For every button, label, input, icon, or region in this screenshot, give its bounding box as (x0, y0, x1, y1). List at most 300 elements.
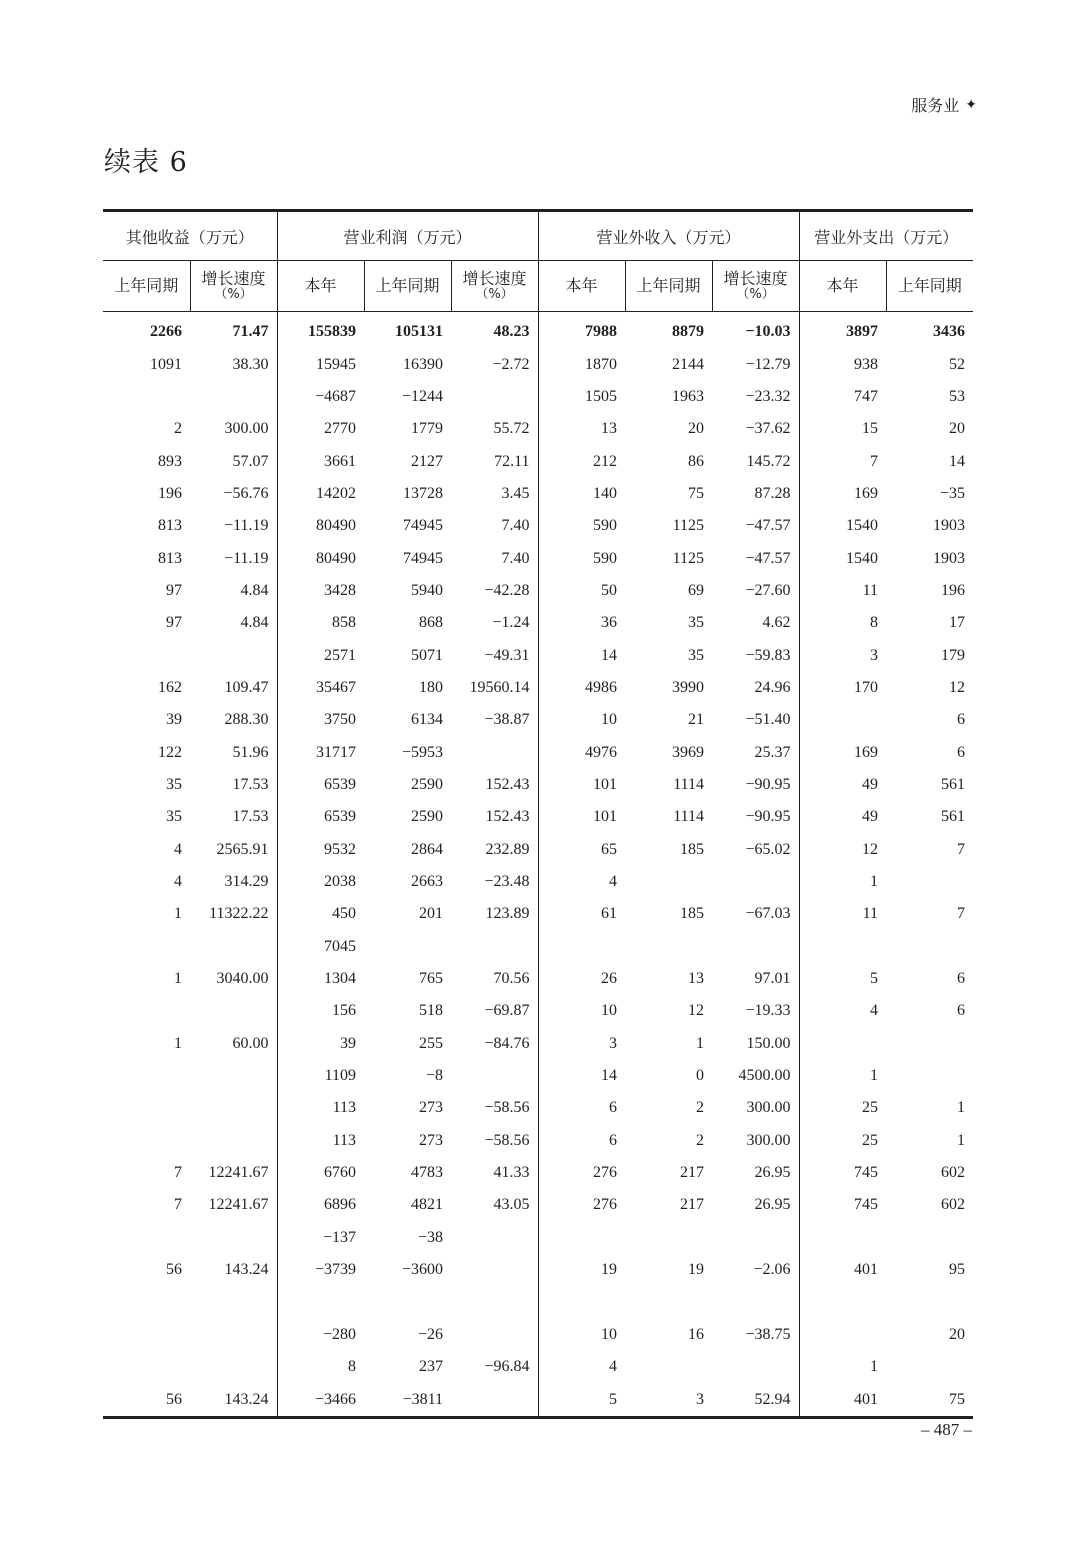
table-cell (625, 1222, 712, 1254)
table-row (103, 1125, 973, 1157)
table-cell: 868 (419, 614, 444, 632)
table-cell: 7.40 (451, 542, 538, 574)
table-cell (451, 1286, 538, 1318)
table-cell: 1 (957, 1099, 966, 1117)
table-cell: 15 (862, 420, 879, 438)
table-cell (103, 1125, 190, 1157)
table-cell: 518 (419, 1002, 444, 1020)
table-cell: 97 (166, 614, 182, 632)
table-cell: −3466 (277, 1383, 364, 1417)
table-cell: 169 (854, 484, 879, 502)
table-cell: 20 (688, 420, 705, 438)
table-row (103, 1383, 973, 1417)
table-cell (103, 1060, 190, 1092)
table-cell: 50 (601, 581, 618, 599)
group-header-other-income: 其他收益（万元） (103, 211, 277, 261)
table-cell: 1091 (150, 355, 182, 373)
table-cell: 113 (332, 1131, 357, 1149)
table-row (103, 736, 973, 768)
table-cell: 0 (696, 1067, 705, 1085)
table-cell: 143.24 (190, 1254, 277, 1286)
group-header-non-operating-income: 营业外收入（万元） (538, 211, 799, 261)
table-cell: −12.79 (712, 348, 799, 380)
table-cell (190, 1060, 277, 1092)
table-cell: 11322.22 (190, 898, 277, 930)
table-cell: 2144 (672, 355, 705, 373)
table-cell: 52.94 (712, 1383, 799, 1417)
table-cell: 12 (688, 1002, 705, 1020)
table-cell: 5071 (411, 646, 444, 664)
table-cell: 7 (870, 452, 879, 470)
table-cell: 179 (941, 646, 966, 664)
table-cell: 19560.14 (451, 672, 538, 704)
table-cell: −47.57 (712, 542, 799, 574)
col-header-growth: 增长速度 （%） (190, 261, 277, 312)
table-cell: 7 (957, 905, 966, 923)
table-cell: 2864 (411, 840, 444, 858)
table-cell: 2127 (411, 452, 444, 470)
table-cell: 237 (419, 1358, 444, 1376)
table-cell: 2 (696, 1131, 705, 1149)
table-cell (451, 931, 538, 963)
table-cell: −65.02 (712, 834, 799, 866)
table-cell: 1114 (673, 808, 705, 826)
table-cell (799, 1286, 886, 1318)
table-row (103, 801, 973, 833)
table-cell (886, 1286, 973, 1318)
table-cell: 813 (158, 549, 182, 567)
table-cell (538, 931, 625, 963)
table-cell (799, 704, 886, 736)
table-cell (886, 1222, 973, 1254)
table-cell: 7 (957, 840, 966, 858)
table-cell (625, 866, 712, 898)
table-cell (190, 1222, 277, 1254)
col-header-growth: 增长速度 （%） (712, 261, 799, 312)
table-cell: 747 (854, 387, 879, 405)
table-cell: 49 (862, 808, 879, 826)
table-cell: 3.45 (451, 478, 538, 510)
table-cell: 6539 (324, 808, 357, 826)
table-cell: −90.95 (712, 801, 799, 833)
table-cell: 8879 (672, 323, 705, 341)
table-cell: −69.87 (451, 995, 538, 1027)
table-cell: 97 (166, 581, 182, 599)
table-cell: 401 (799, 1383, 886, 1417)
table-cell: 35 (688, 646, 705, 664)
table-cell: 276 (593, 1196, 618, 1214)
table-cell (103, 1351, 190, 1383)
table-cell (451, 1383, 538, 1417)
table-cell: 43.05 (451, 1189, 538, 1221)
table-cell: 7 (174, 1196, 182, 1214)
table-cell: 19 (688, 1261, 705, 1279)
table-cell (103, 1222, 190, 1254)
table-cell: −47.57 (712, 510, 799, 542)
table-cell: 4821 (411, 1196, 444, 1214)
table-cell: 19 (601, 1261, 618, 1279)
table-cell: 1304 (324, 970, 357, 988)
table-cell: 17.53 (190, 801, 277, 833)
table-cell (103, 995, 190, 1027)
running-header (911, 93, 977, 116)
table-cell: 87.28 (712, 478, 799, 510)
table-cell: 56 (103, 1383, 190, 1417)
table-cell: 36 (601, 614, 618, 632)
table-cell: −5953 (401, 743, 444, 761)
table-cell: 2266 (150, 323, 182, 341)
table-cell: −3811 (364, 1383, 451, 1417)
table-cell: 5 (538, 1383, 625, 1417)
table-cell: 6 (957, 970, 966, 988)
table-cell (451, 381, 538, 413)
table-cell (190, 1286, 277, 1318)
table-cell: 2663 (411, 873, 444, 891)
table-cell: 1 (957, 1131, 966, 1149)
table-cell: 3436 (933, 323, 966, 341)
table-cell: 3969 (672, 743, 705, 761)
table-cell: 893 (158, 452, 182, 470)
table-cell (190, 995, 277, 1027)
table-cell: 2590 (411, 808, 444, 826)
table-cell (190, 639, 277, 671)
table-cell: 6 (609, 1099, 618, 1117)
table-cell: 745 (854, 1196, 879, 1214)
table-cell: 13 (688, 970, 705, 988)
table-cell (190, 381, 277, 413)
table-cell: 185 (680, 905, 705, 923)
table-cell: 273 (419, 1131, 444, 1149)
table-cell: −67.03 (712, 898, 799, 930)
table-cell: 6 (957, 743, 966, 761)
table-cell (799, 1028, 886, 1060)
table-cell: 1 (870, 1358, 879, 1376)
table-cell: 401 (854, 1261, 879, 1279)
table-cell: 52 (949, 355, 966, 373)
table-cell: 86 (688, 452, 705, 470)
table-cell: 1 (870, 873, 879, 891)
table-cell: 55.72 (451, 413, 538, 445)
table-cell (799, 1222, 886, 1254)
table-cell (886, 931, 973, 963)
table-cell: 69 (688, 581, 705, 599)
diamond-icon: ✦ (965, 96, 977, 113)
table-cell: 7045 (324, 937, 357, 955)
table-cell (103, 1286, 190, 1318)
table-cell: 1 (174, 905, 182, 923)
table-cell: 1 (870, 1067, 879, 1085)
table-cell: −2.72 (451, 348, 538, 380)
col-header-prev-year: 上年同期 (364, 261, 451, 312)
table-cell (712, 1286, 799, 1318)
table-cell: 12 (949, 678, 966, 696)
table-cell: 7 (174, 1164, 182, 1182)
table-cell: 71.47 (190, 312, 277, 349)
table-cell: 3661 (324, 452, 357, 470)
table-cell: 6760 (324, 1164, 357, 1182)
table-cell: 13 (601, 420, 618, 438)
table-cell: 1125 (672, 517, 705, 535)
table-row (103, 1092, 973, 1124)
table-row-total (103, 312, 973, 349)
table-cell: −38.75 (712, 1319, 799, 1351)
table-cell: 72.11 (451, 445, 538, 477)
table-cell: 41.33 (451, 1157, 538, 1189)
table-cell: −56.76 (190, 478, 277, 510)
table-cell: 39 (166, 711, 182, 729)
table-cell: 813 (158, 517, 182, 535)
table-row (103, 607, 973, 639)
table-row (103, 1351, 973, 1383)
table-row (103, 1189, 973, 1221)
section-label: 服务业 (911, 96, 960, 115)
table-cell: 145.72 (712, 445, 799, 477)
table-cell: −19.33 (712, 995, 799, 1027)
table-cell: 185 (680, 840, 705, 858)
table-cell (886, 866, 973, 898)
table-cell: 60.00 (190, 1028, 277, 1060)
table-cell (190, 931, 277, 963)
table-cell: 20 (949, 1325, 966, 1343)
table-cell: −90.95 (712, 769, 799, 801)
table-cell: 35 (166, 775, 182, 793)
table-cell: 16390 (403, 355, 444, 373)
table-cell: 25 (862, 1099, 879, 1117)
table-cell: 6 (957, 1002, 966, 1020)
table-cell: 217 (680, 1196, 705, 1214)
table-cell (886, 1028, 973, 1060)
table-row (103, 834, 973, 866)
table-cell (712, 866, 799, 898)
table-cell (625, 1286, 712, 1318)
table-cell: 14 (601, 646, 618, 664)
table-cell: 5940 (411, 581, 444, 599)
table-cell: 51.96 (190, 736, 277, 768)
table-row (103, 931, 973, 963)
table-cell: 152.43 (451, 801, 538, 833)
table-cell: 4986 (585, 678, 618, 696)
table-row (103, 898, 973, 930)
table-row (103, 995, 973, 1027)
table-cell: 590 (593, 549, 618, 567)
table-cell: 2038 (324, 873, 357, 891)
table-row (103, 769, 973, 801)
table-cell: 3 (625, 1383, 712, 1417)
table-cell: 938 (854, 355, 879, 373)
table-cell: 2 (174, 420, 182, 438)
table-row (103, 542, 973, 574)
table-cell: −58.56 (451, 1092, 538, 1124)
table-cell: 123.89 (451, 898, 538, 930)
table-cell: 602 (941, 1164, 966, 1182)
table-cell: 6896 (324, 1196, 357, 1214)
table-cell: 15945 (316, 355, 357, 373)
table-cell: −1.24 (451, 607, 538, 639)
statistics-table (103, 209, 973, 1419)
table-cell: −42.28 (451, 575, 538, 607)
table-cell: 9532 (324, 840, 357, 858)
table-row (103, 381, 973, 413)
page-number: – 487 – (921, 1420, 972, 1439)
table-body (103, 312, 973, 1418)
table-cell (799, 931, 886, 963)
table-cell: 143.24 (190, 1383, 277, 1417)
table-cell: 1870 (585, 355, 618, 373)
table-cell: 201 (419, 905, 444, 923)
table-cell: 14 (601, 1067, 618, 1085)
table-cell (103, 931, 190, 963)
table-cell: 75 (688, 484, 705, 502)
table-cell: 21 (688, 711, 705, 729)
table-cell: 65 (601, 840, 618, 858)
table-cell (190, 1092, 277, 1124)
table-cell: 53 (949, 387, 966, 405)
table-cell: 1109 (324, 1067, 357, 1085)
col-header-prev-year: 上年同期 (625, 261, 712, 312)
table-cell: 255 (419, 1034, 444, 1052)
table-cell: 8 (870, 614, 879, 632)
table-cell (625, 931, 712, 963)
table-row (103, 1157, 973, 1189)
table-cell: 1 (174, 1034, 182, 1052)
table-cell: 3428 (324, 581, 357, 599)
table-cell: 4 (609, 873, 618, 891)
table-cell: 5 (870, 970, 879, 988)
table-cell: 8 (348, 1358, 357, 1376)
table-cell: 2 (696, 1099, 705, 1117)
table-cell: 38.30 (190, 348, 277, 380)
table-cell (451, 736, 538, 768)
table-cell (712, 931, 799, 963)
table-cell: 152.43 (451, 769, 538, 801)
group-header-operating-profit: 营业利润（万元） (277, 211, 538, 261)
table-cell: 745 (854, 1164, 879, 1182)
table-cell: −27.60 (712, 575, 799, 607)
table-cell: 1779 (411, 420, 444, 438)
table-cell: 4 (609, 1358, 618, 1376)
table-cell: 450 (332, 905, 357, 923)
table-cell (103, 381, 190, 413)
table-cell (538, 1222, 625, 1254)
table-row (103, 348, 973, 380)
table-cell: 31717 (316, 743, 357, 761)
col-header-growth: 增长速度 （%） (451, 261, 538, 312)
col-header-prev-year: 上年同期 (886, 261, 973, 312)
table-cell: 1963 (672, 387, 705, 405)
table-cell (364, 931, 451, 963)
table-cell: 170 (854, 678, 879, 696)
table-cell: 3 (870, 646, 879, 664)
table-cell: 561 (941, 775, 966, 793)
table-cell: 3 (609, 1034, 618, 1052)
table-cell: 35467 (316, 678, 357, 696)
table-cell: 150.00 (712, 1028, 799, 1060)
table-cell: −58.56 (451, 1125, 538, 1157)
table-cell: 26 (601, 970, 618, 988)
table-cell: 57.07 (190, 445, 277, 477)
table-cell: 25 (862, 1131, 879, 1149)
table-cell: 17.53 (190, 769, 277, 801)
table-cell: −26 (417, 1325, 444, 1343)
table-cell: 101 (593, 808, 618, 826)
table-cell: −51.40 (712, 704, 799, 736)
table-cell: 97.01 (712, 963, 799, 995)
table-cell (712, 1222, 799, 1254)
table-cell: −3600 (401, 1261, 444, 1279)
table-cell: 4.84 (190, 607, 277, 639)
table-cell: 288.30 (190, 704, 277, 736)
table-cell (103, 1319, 190, 1351)
table-cell: 858 (332, 614, 357, 632)
table-cell: −4687 (314, 387, 357, 405)
table-cell: 16 (688, 1325, 705, 1343)
table-cell: 217 (680, 1164, 705, 1182)
table-cell: 1903 (933, 517, 966, 535)
table-cell: 300.00 (712, 1092, 799, 1124)
table-cell: 26.95 (712, 1157, 799, 1189)
table-cell: 2565.91 (190, 834, 277, 866)
table-cell: 3750 (324, 711, 357, 729)
table-cell: 35 (688, 614, 705, 632)
table-cell: 2770 (324, 420, 357, 438)
table-cell: 4783 (411, 1164, 444, 1182)
table-cell (451, 1222, 538, 1254)
col-header-this-year: 本年 (277, 261, 364, 312)
table-cell: 6134 (411, 711, 444, 729)
table-cell: −23.32 (712, 381, 799, 413)
table-cell (103, 1092, 190, 1124)
table-cell: 212 (593, 452, 618, 470)
table-cell: 14 (949, 452, 966, 470)
table-cell: 74945 (403, 517, 444, 535)
table-cell (190, 1125, 277, 1157)
table-cell: −137 (322, 1228, 357, 1246)
table-cell (712, 1351, 799, 1383)
table-cell: 196 (158, 484, 182, 502)
table-cell: 4976 (585, 743, 618, 761)
table-row (103, 1254, 973, 1286)
table-cell: 4 (870, 1002, 879, 1020)
table-row (103, 445, 973, 477)
table-cell: 4500.00 (712, 1060, 799, 1092)
table-cell: 80490 (316, 517, 357, 535)
table-cell: 11 (862, 581, 879, 599)
table-cell: 3040.00 (190, 963, 277, 995)
table-cell: 2590 (411, 775, 444, 793)
table-cell: −38 (417, 1228, 444, 1246)
table-cell: 4.62 (712, 607, 799, 639)
table-cell: 1125 (672, 549, 705, 567)
col-header-prev-year: 上年同期 (103, 261, 190, 312)
table-cell (190, 1351, 277, 1383)
table-cell: 140 (593, 484, 618, 502)
table-cell: 3990 (672, 678, 705, 696)
table-row (103, 1222, 973, 1254)
table-cell (190, 1319, 277, 1351)
table-cell: 10 (601, 1002, 618, 1020)
table-cell: −35 (940, 484, 966, 502)
table-cell: 35 (166, 808, 182, 826)
table-cell: 6539 (324, 775, 357, 793)
table-cell: −280 (322, 1325, 357, 1343)
table-cell: 49 (862, 775, 879, 793)
table-cell (625, 1351, 712, 1383)
table-cell: −8 (425, 1067, 444, 1085)
table-cell: 4.84 (190, 575, 277, 607)
table-cell: 1903 (933, 549, 966, 567)
table-cell: 95 (949, 1261, 966, 1279)
table-cell: 6 (609, 1131, 618, 1149)
